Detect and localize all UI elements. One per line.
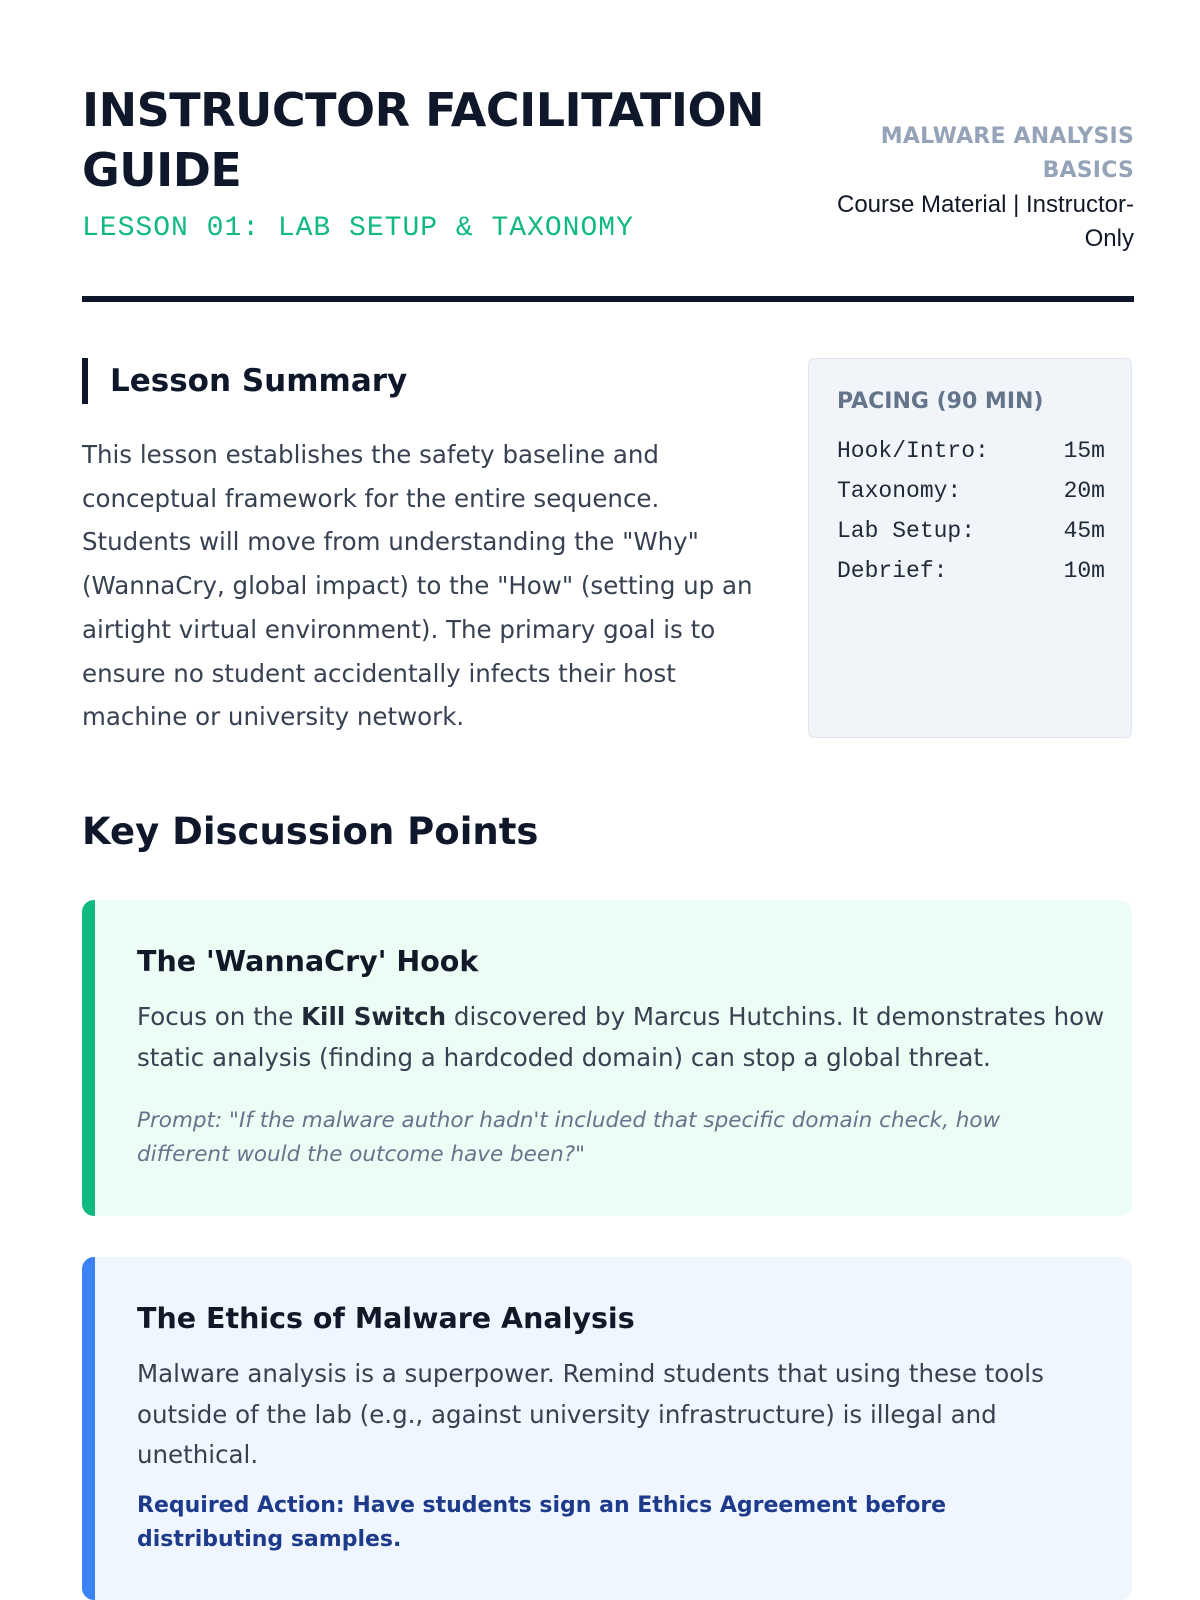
pacing-time: 45m xyxy=(1063,518,1105,544)
card-title: The 'WannaCry' Hook xyxy=(137,945,479,978)
pacing-row xyxy=(837,471,1105,511)
summary-heading-block xyxy=(82,358,407,404)
card-body-text: Focus on the xyxy=(137,1002,302,1031)
pacing-label: Debrief: xyxy=(837,558,948,584)
page-title: INSTRUCTOR FACILITATION GUIDE xyxy=(82,83,765,197)
lesson-subtitle: LESSON 01: LAB SETUP & TAXONOMY xyxy=(82,213,634,244)
pacing-title: PACING (90 MIN) xyxy=(837,389,1044,414)
pacing-label: Lab Setup: xyxy=(837,518,976,544)
card-title: The Ethics of Malware Analysis xyxy=(137,1302,635,1335)
course-info xyxy=(804,120,1134,256)
summary-text: This lesson establishes the safety baseline and conceptual framework for the entire sequence. Students will move from understanding the "Why" (WannaCry, global impact) to the "How" (setting up an airtight virtual environment). The primary goal is to ensure no student accidentally infects their host machine or university network. xyxy=(82,440,753,732)
course-name: MALWARE ANALYSIS BASICS xyxy=(880,124,1134,183)
required-action: Required Action: Have students sign an Ethics Agreement before distributing samples. xyxy=(137,1493,947,1552)
pacing-card xyxy=(808,358,1132,738)
discussion-heading: Key Discussion Points xyxy=(82,810,539,853)
discussion-card-ethics xyxy=(82,1257,1132,1600)
guide-header xyxy=(82,80,1134,302)
summary-heading: Lesson Summary xyxy=(110,363,408,399)
pacing-time: 20m xyxy=(1063,478,1105,504)
card-body: Malware analysis is a superpower. Remind students that using these tools outside of the lab (e.g., against university infrastructure) is illegal and unethical. xyxy=(137,1359,1044,1469)
card-body-text: discovered by Marcus Hutchins. It demonstrates how static analysis (finding a hardcoded domain) can stop a global threat. xyxy=(137,1002,1105,1072)
pacing-time: 15m xyxy=(1063,438,1105,464)
pacing-row xyxy=(837,511,1105,551)
pacing-label: Hook/Intro: xyxy=(837,438,989,464)
card-body xyxy=(137,997,1117,1078)
pacing-list xyxy=(837,431,1105,591)
pacing-row xyxy=(837,551,1105,591)
card-prompt: Prompt: "If the malware author hadn't included that specific domain check, how different would the outcome have been?" xyxy=(137,1108,1001,1167)
card-body-emphasis: Kill Switch xyxy=(301,1002,447,1031)
pacing-label: Taxonomy: xyxy=(837,478,962,504)
pacing-time: 10m xyxy=(1063,558,1105,584)
discussion-card-wannacry xyxy=(82,900,1132,1216)
pacing-row xyxy=(837,431,1105,471)
course-meta: Course Material | Instructor-Only xyxy=(837,191,1134,252)
